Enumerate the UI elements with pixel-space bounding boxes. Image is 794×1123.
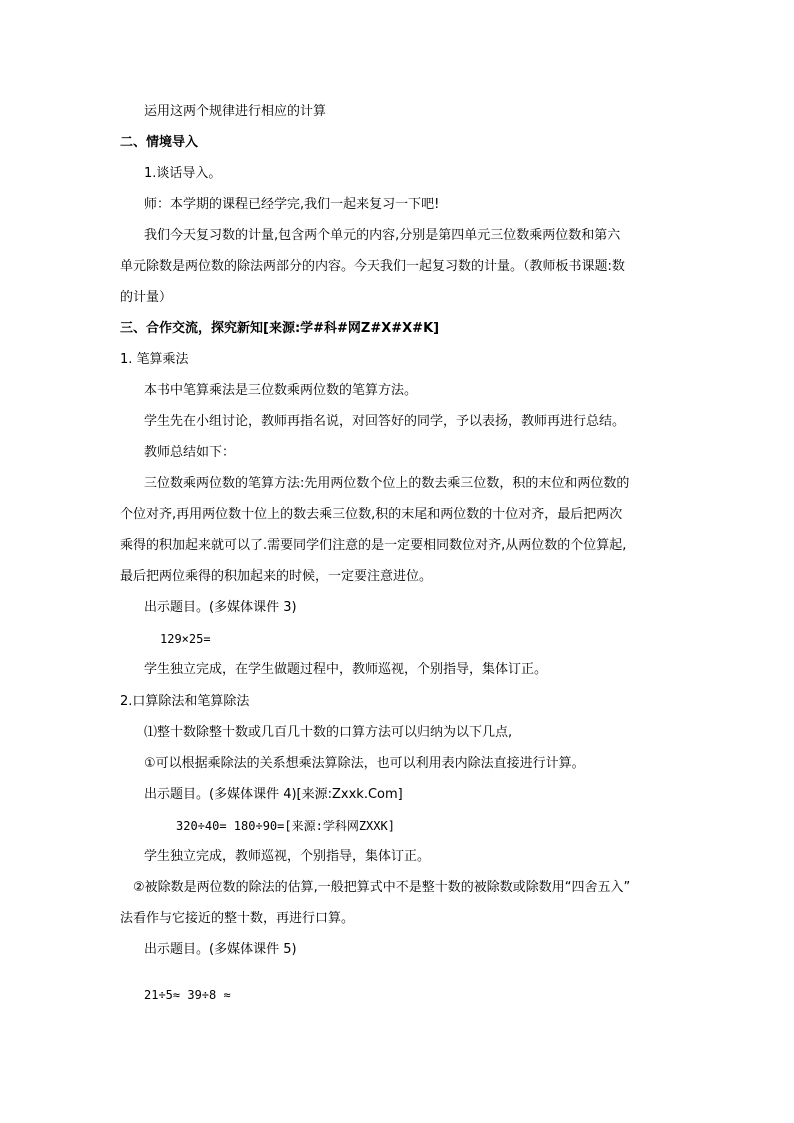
- subsection-heading: 1. 笔算乘法: [120, 352, 189, 367]
- paragraph-line: 本书中笔算乘法是三位数乘两位数的笔算方法。: [144, 383, 418, 398]
- paragraph-line: ②被除数是两位数的除法的估算,一般把算式中不是整十数的被除数或除数用“四舍五入”: [133, 880, 631, 895]
- paragraph-line: 学生先在小组讨论，教师再指名说，对回答好的同学，予以表扬，教师再进行总结。: [144, 414, 626, 429]
- paragraph-line: 运用这两个规律进行相应的计算: [144, 104, 327, 119]
- math-expression: 129×25=: [160, 632, 211, 646]
- paragraph-line: 出示题目。(多媒体课件 5): [144, 942, 297, 957]
- section-heading: 三、合作交流，探究新知[来源:学#科#网Z#X#X#K]: [120, 321, 440, 336]
- paragraph-line: 教师总结如下：: [144, 445, 236, 460]
- paragraph-line: 的计量）: [120, 290, 173, 305]
- paragraph-line: 法看作与它接近的整十数，再进行口算。: [120, 911, 355, 926]
- paragraph-line: 出示题目。(多媒体课件 3): [144, 600, 297, 615]
- math-expression: 320÷40= 180÷90=[来源:学科网ZXXK]: [176, 819, 395, 833]
- section-heading: 二、情境导入: [120, 135, 199, 150]
- paragraph-line: 学生独立完成，教师巡视，个别指导，集体订正。: [144, 849, 431, 864]
- paragraph-line: 师：本学期的课程已经学完,我们一起来复习一下吧!: [144, 197, 440, 212]
- subsection-heading: 2.口算除法和笔算除法: [120, 694, 250, 709]
- paragraph-line: ①可以根据乘除法的关系想乘法算除法，也可以利用表内除法直接进行计算。: [144, 756, 585, 771]
- paragraph-line: 学生独立完成，在学生做题过程中，教师巡视，个别指导，集体订正。: [144, 662, 548, 677]
- paragraph-line: 1.谈话导入。: [144, 166, 222, 181]
- paragraph-line: ⑴整十数除整十数或几百几十数的口算方法可以归纳为以下几点,: [144, 725, 513, 740]
- paragraph-line: 最后把两位乘得的积加起来的时候，一定要注意进位。: [120, 569, 433, 584]
- paragraph-line: 我们今天复习数的计量,包含两个单元的内容,分别是第四单元三位数乘两位数和第六: [144, 228, 621, 243]
- paragraph-line: 个位对齐,再用两位数十位上的数去乘三位数,积的末尾和两位数的十位对齐，最后把两次: [120, 507, 623, 522]
- math-expression: 21÷5≈ 39÷8 ≈: [144, 988, 231, 1002]
- paragraph-line: 单元除数是两位数的除法两部分的内容。今天我们一起复习数的计量。（教师板书课题:数: [120, 259, 625, 274]
- paragraph-line: 乘得的积加起来就可以了.需要同学们注意的是一定要相同数位对齐,从两位数的个位算起,: [120, 538, 627, 553]
- paragraph-line: 出示题目。(多媒体课件 4)[来源:Zxxk.Com]: [144, 787, 403, 802]
- paragraph-line: 三位数乘两位数的笔算方法:先用两位数个位上的数去乘三位数，积的末位和两位数的: [144, 476, 630, 491]
